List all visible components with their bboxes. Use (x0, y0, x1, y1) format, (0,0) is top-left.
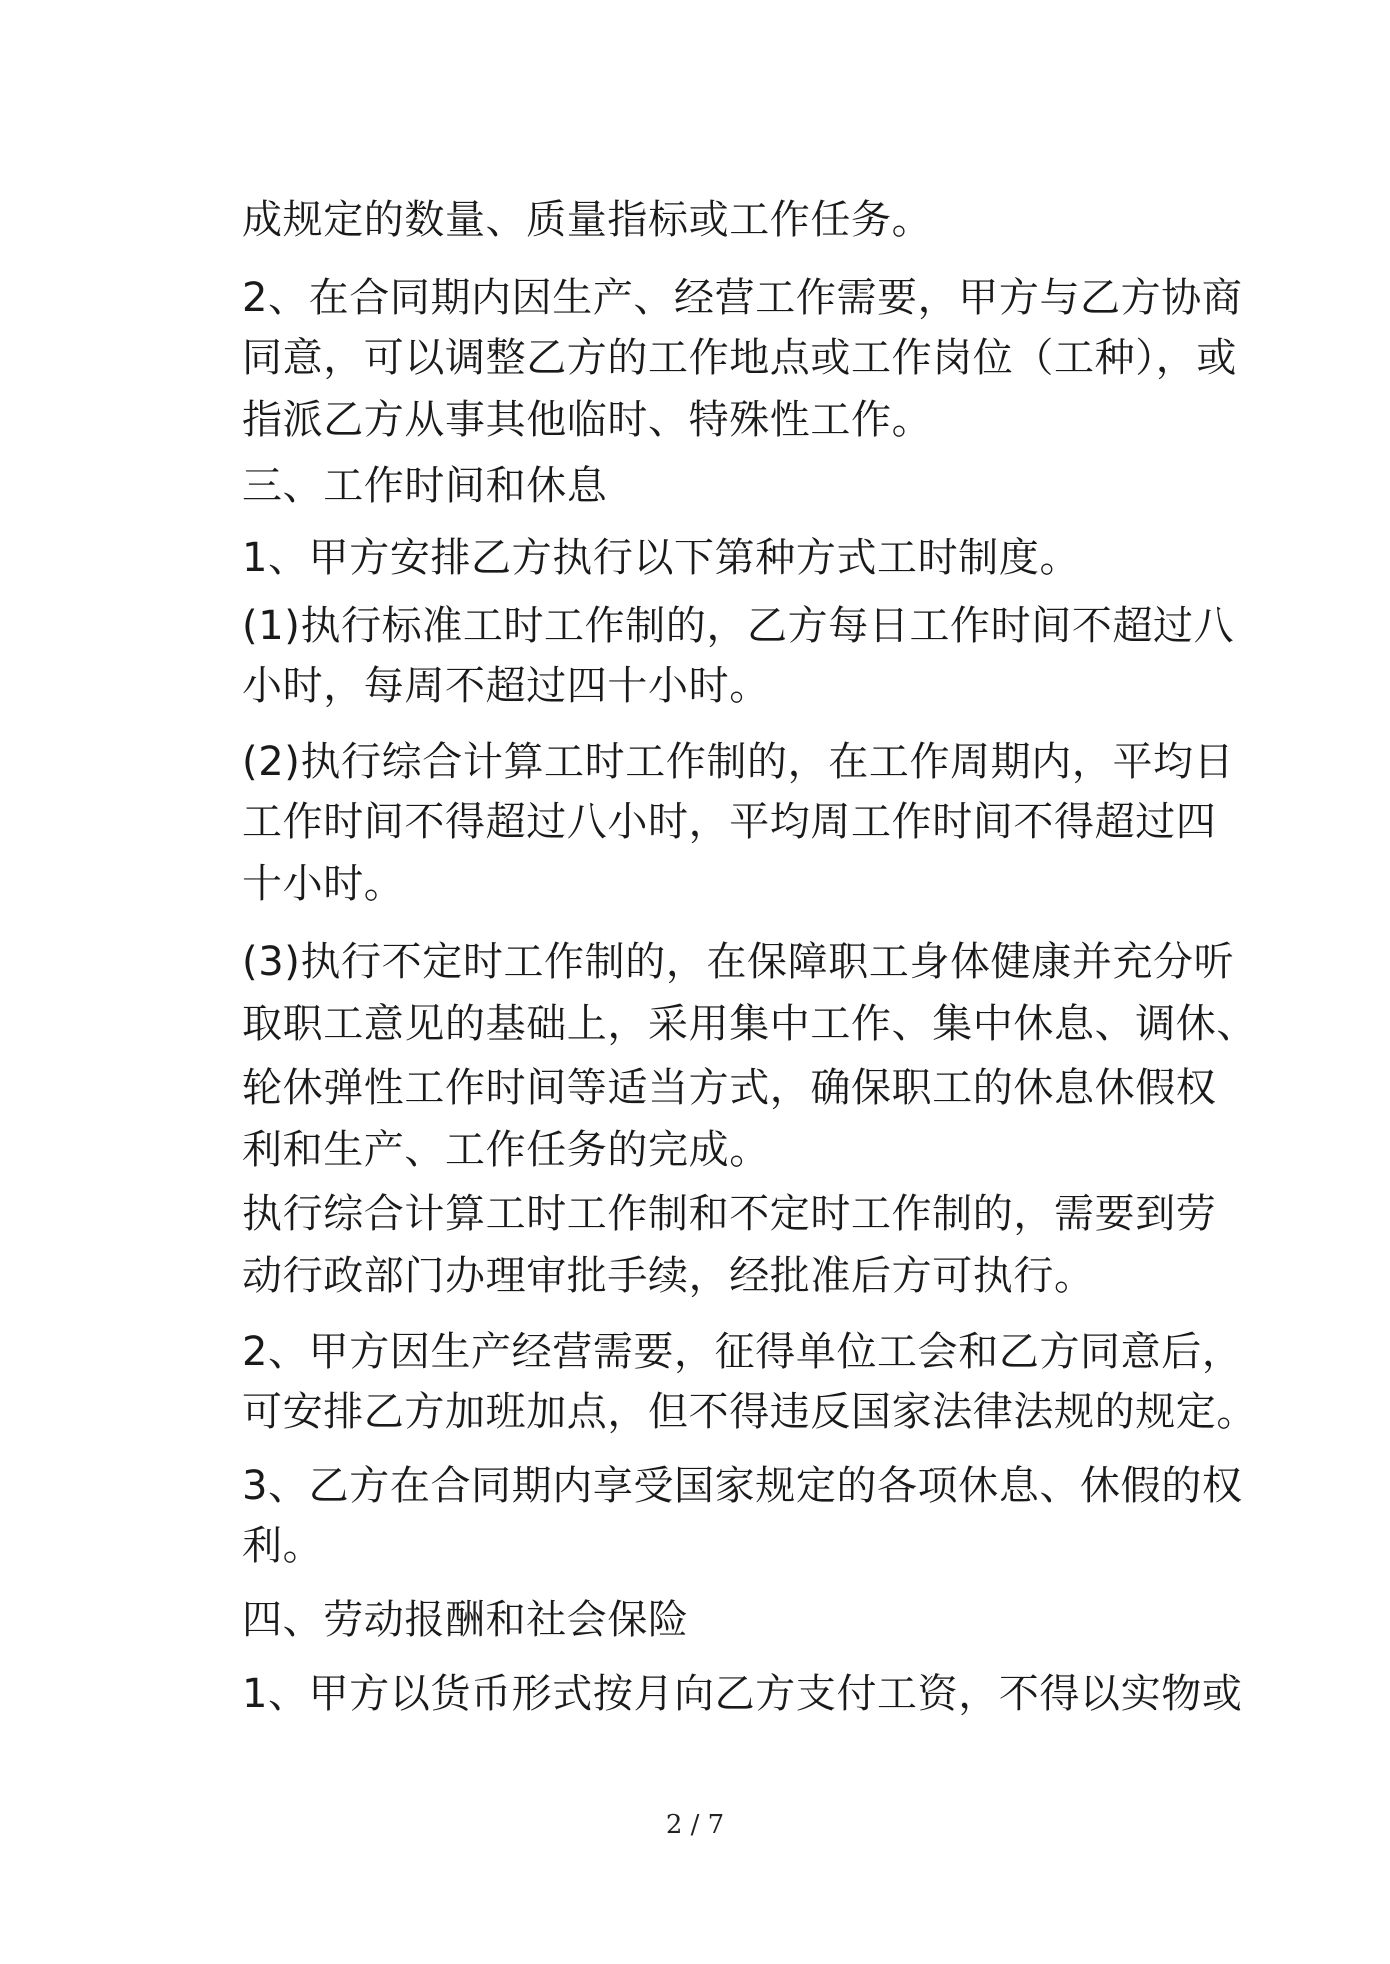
text-line: 1、甲方以货币形式按月向乙方支付工资，不得以实物或 (242, 1671, 1243, 1717)
text-line: (3)执行不定时工作制的，在保障职工身体健康并充分听 (242, 939, 1235, 985)
text-line: (2)执行综合计算工时工作制的，在工作周期内，平均日 (242, 739, 1235, 785)
text-line: 利。 (242, 1523, 324, 1569)
text-line: 动行政部门办理审批手续，经批准后方可执行。 (242, 1253, 1095, 1299)
page-number: 2 / 7 (665, 1810, 725, 1840)
text-line: 3、乙方在合同期内享受国家规定的各项休息、休假的权 (242, 1463, 1243, 1509)
text-line: 十小时。 (242, 861, 405, 907)
text-line: 2、在合同期内因生产、经营工作需要，甲方与乙方协商 (242, 275, 1243, 321)
text-line: 成规定的数量、质量指标或工作任务。 (242, 197, 933, 243)
text-line: 指派乙方从事其他临时、特殊性工作。 (242, 397, 933, 443)
text-line: 执行综合计算工时工作制和不定时工作制的，需要到劳 (242, 1191, 1217, 1237)
text-line: 同意，可以调整乙方的工作地点或工作岗位（工种），或 (242, 335, 1237, 381)
text-line: 2、甲方因生产经营需要，征得单位工会和乙方同意后， (242, 1329, 1243, 1375)
section-heading: 四、劳动报酬和社会保险 (242, 1597, 689, 1643)
section-heading: 三、工作时间和休息 (242, 463, 608, 509)
text-line: 工作时间不得超过八小时，平均周工作时间不得超过四 (242, 799, 1217, 845)
text-line: (1)执行标准工时工作制的，乙方每日工作时间不超过八 (242, 603, 1235, 649)
text-line: 可安排乙方加班加点，但不得违反国家法律法规的规定。 (242, 1389, 1257, 1435)
text-line: 小时，每周不超过四十小时。 (242, 663, 770, 709)
text-line: 利和生产、工作任务的完成。 (242, 1127, 770, 1173)
text-line: 1、甲方安排乙方执行以下第种方式工时制度。 (242, 535, 1081, 581)
text-line: 取职工意见的基础上，采用集中工作、集中休息、调休、 (242, 1001, 1257, 1047)
text-line: 轮休弹性工作时间等适当方式，确保职工的休息休假权 (242, 1065, 1217, 1111)
